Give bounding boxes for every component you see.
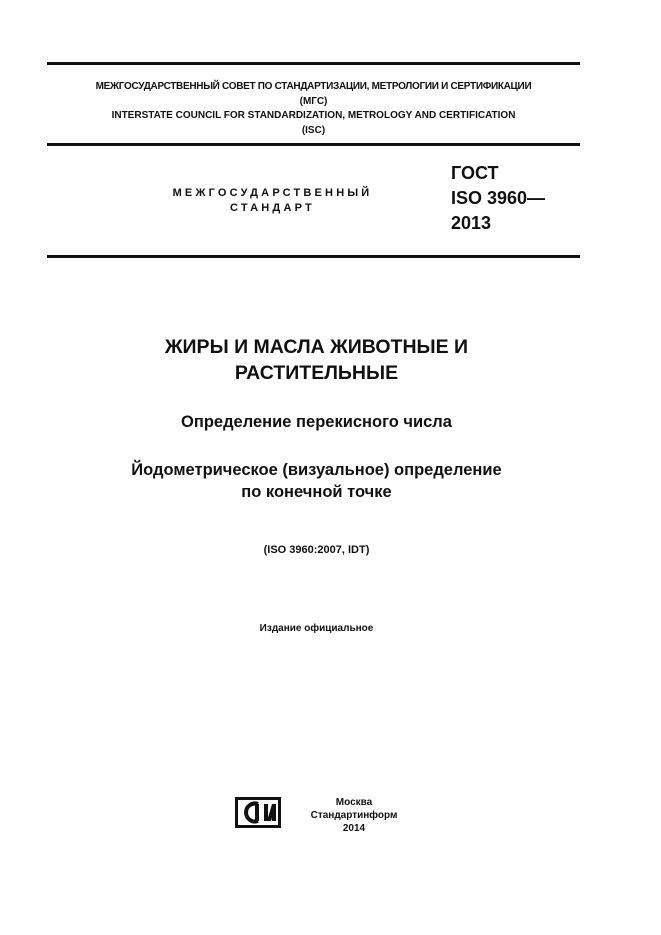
standartinform-logo-icon	[234, 796, 282, 829]
council-abbr-ru: (МГС)	[299, 95, 328, 107]
document-title-line-2: РАСТИТЕЛЬНЫЕ	[234, 362, 399, 384]
standard-number	[451, 161, 545, 236]
standard-kind	[135, 186, 410, 216]
council-name-en: INTERSTATE COUNCIL FOR STANDARDIZATION, METROLOGY AND CERTIFICATION	[111, 110, 516, 121]
imprint-city: Москва	[335, 797, 373, 808]
council-name-ru: МЕЖГОСУДАРСТВЕННЫЙ СОВЕТ ПО СТАНДАРТИЗАЦИИ, МЕТРОЛОГИИ И СЕРТИФИКАЦИИ	[95, 81, 532, 92]
document-subtitle: Определение перекисного числа	[181, 413, 452, 431]
council-header	[47, 80, 580, 138]
edition-note: Издание официальное	[259, 623, 374, 634]
standard-rule	[47, 255, 580, 258]
imprint-publisher: Стандартинформ	[310, 810, 398, 821]
document-title-line-1: ЖИРЫ И МАСЛА ЖИВОТНЫЕ И	[164, 336, 469, 358]
standard-number-line-3: 2013	[451, 213, 492, 233]
identity-reference: (ISO 3960:2007, IDT)	[263, 544, 370, 556]
document-subtitle-method-line-2: по конечной точке	[241, 483, 392, 501]
document-title	[60, 334, 573, 386]
standard-number-line-2: ISO 3960—	[451, 188, 546, 208]
council-abbr-en: (ISC)	[301, 124, 326, 136]
standard-kind-line-2: СТАНДАРТ	[230, 202, 315, 214]
imprint-year: 2014	[342, 823, 366, 834]
standard-kind-line-1: МЕЖГОСУДАРСТВЕННЫЙ	[172, 187, 373, 199]
document-subtitle-method-line-1: Йодометрическое (визуальное) определение	[131, 461, 502, 479]
standard-number-line-1: ГОСТ	[451, 163, 499, 183]
top-rule	[47, 62, 580, 65]
document-subtitle-method	[60, 459, 573, 503]
publisher-imprint	[292, 796, 416, 835]
header-rule	[47, 143, 580, 146]
